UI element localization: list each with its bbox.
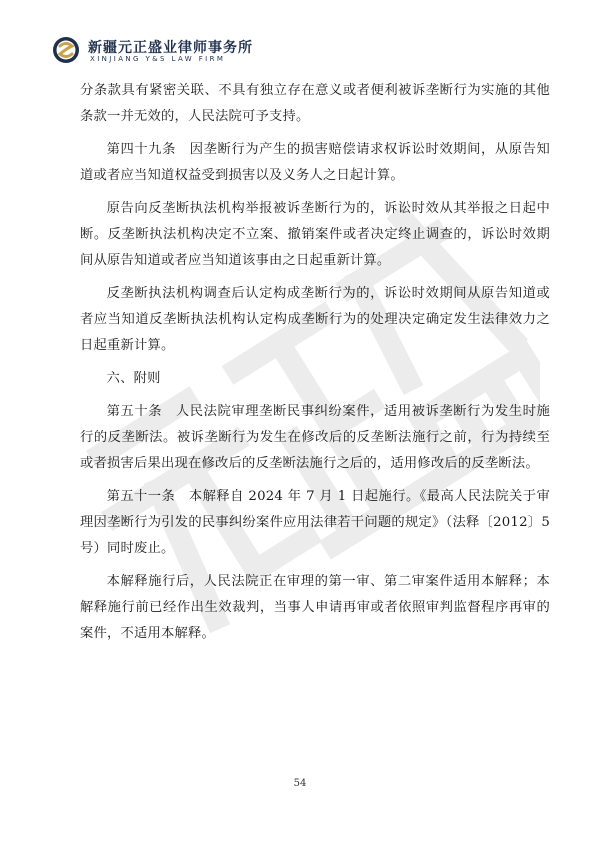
section-heading: 六、附则 <box>106 371 161 386</box>
document-body <box>80 78 550 654</box>
body-paragraph-6: 第五十一条 本解释自 2024 年 7 月 1 日起施行。《最高人民法院关于审理因垄断行为引发的民事纠纷案件应用法律若干问题的规定》（法释〔2012〕5 号）同时废止。 <box>80 489 550 556</box>
firm-name-english: XINJIANG Y&S LAW FIRM <box>90 55 226 63</box>
body-paragraph-4: 反垄断执法机构调查后认定构成垄断行为的，诉讼时效期间从原告知道或者应当知道反垄断执法机构认定构成垄断行为的处理决定确定发生法律效力之日起重新计算。 <box>80 286 550 353</box>
body-paragraph-3: 原告向反垄断执法机构举报被诉垄断行为的，诉讼时效从其举报之日起中断。反垄断执法机构决定不立案、撤销案件或者决定终止调查的，诉讼时效期间从原告知道或者应当知道该事由之日起重新计算。 <box>80 201 550 268</box>
body-paragraph-1: 分条款具有紧密关联、不具有独立存在意义或者便利被诉垄断行为实施的其他条款一并无效的，人民法院可予支持。 <box>80 83 550 124</box>
body-paragraph-2: 第四十九条 因垄断行为产生的损害赔偿请求权诉讼时效期间，从原告知道或者应当知道权益受到损害以及义务人之日起计算。 <box>80 142 550 183</box>
firm-logo-icon <box>52 36 80 64</box>
body-paragraph-7: 本解释施行后，人民法院正在审理的第一审、第二审案件适用本解释；本解释施行前已经作出生效裁判，当事人申请再审或者依照审判监督程序再审的案件，不适用本解释。 <box>80 574 550 641</box>
page-number: 54 <box>293 778 307 789</box>
firm-name: 新疆元正盛业律师事务所 <box>88 40 253 56</box>
page-header <box>52 36 352 66</box>
body-paragraph-5: 第五十条 人民法院审理垄断民事纠纷案件，适用被诉垄断行为发生时施行的反垄断法。被诉垄断行为发生在修改后的反垄断法施行之前，行为持续至或者损害后果出现在修改后的反垄断法施行之后的，适用修改后的反垄断法。 <box>80 404 550 471</box>
